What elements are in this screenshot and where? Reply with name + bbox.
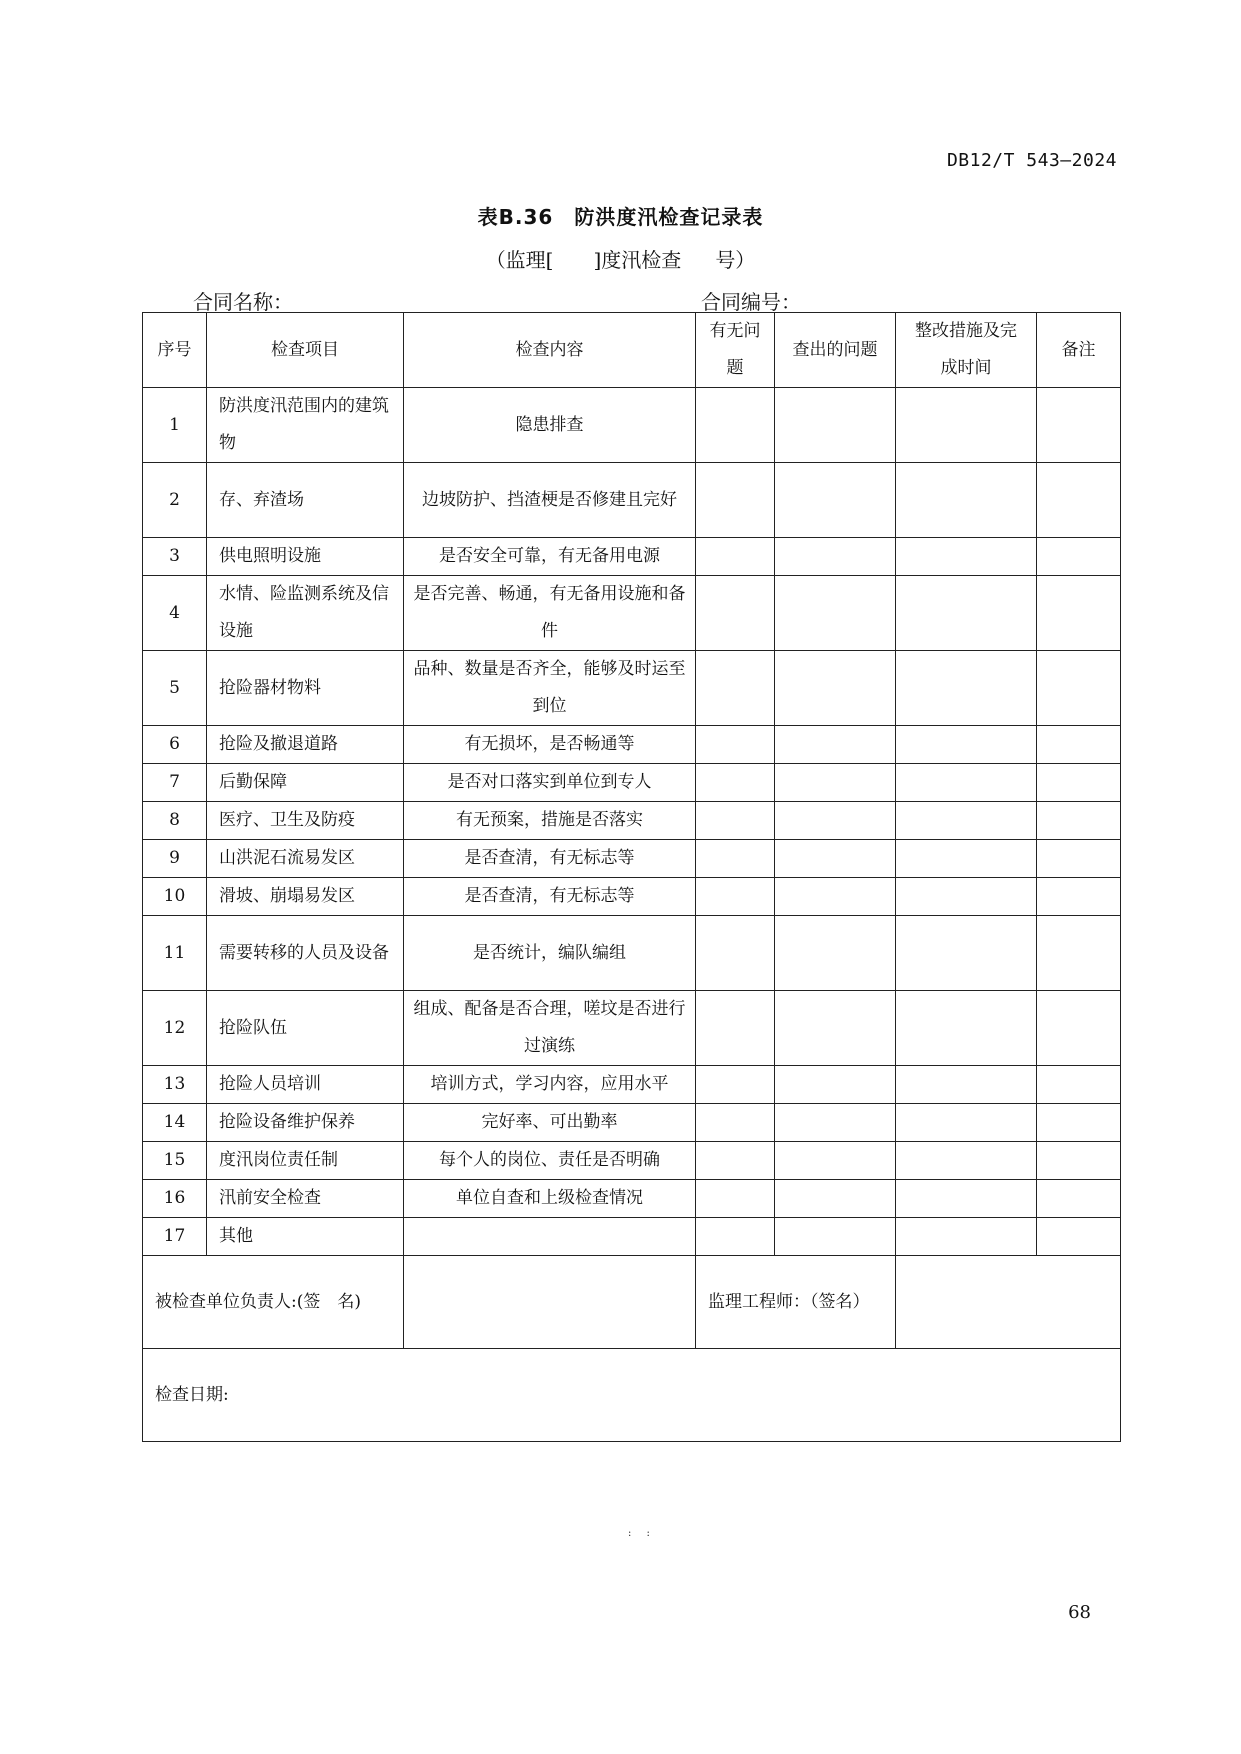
page-marks: : : xyxy=(628,1528,656,1539)
row-number: 16 xyxy=(143,1180,207,1218)
table-row xyxy=(143,463,1121,538)
table-row xyxy=(143,1142,1121,1180)
row-content: 培训方式，学习内容，应用水平 xyxy=(404,1066,696,1104)
row-content: 单位自查和上级检查情况 xyxy=(404,1180,696,1218)
table-row xyxy=(143,651,1121,726)
row-remark-cell xyxy=(1037,1066,1121,1104)
row-content: 是否安全可靠，有无备用电源 xyxy=(404,538,696,576)
row-fix-measures-cell xyxy=(896,651,1037,726)
row-fix-measures-cell xyxy=(896,840,1037,878)
row-has-issue-cell xyxy=(696,1104,775,1142)
row-has-issue-cell xyxy=(696,878,775,916)
row-found-issues-cell xyxy=(775,1066,896,1104)
table-row xyxy=(143,388,1121,463)
date-row xyxy=(143,1349,1121,1442)
row-number: 7 xyxy=(143,764,207,802)
row-found-issues-cell xyxy=(775,576,896,651)
subtitle-part-3: 号） xyxy=(715,248,756,272)
row-item: 汛前安全检查 xyxy=(207,1180,404,1218)
contract-name-label: 合同名称： xyxy=(193,290,293,314)
row-item: 医疗、卫生及防疫 xyxy=(207,802,404,840)
subtitle-part-1: （监理[ xyxy=(485,248,554,272)
row-found-issues-cell xyxy=(775,991,896,1066)
row-content xyxy=(404,1218,696,1256)
row-item: 抢险设备维护保养 xyxy=(207,1104,404,1142)
table-row xyxy=(143,916,1121,991)
row-remark-cell xyxy=(1037,576,1121,651)
row-fix-measures-cell xyxy=(896,878,1037,916)
row-remark-cell xyxy=(1037,1142,1121,1180)
row-remark-cell xyxy=(1037,802,1121,840)
inspection-table xyxy=(142,312,1121,1442)
row-number: 13 xyxy=(143,1066,207,1104)
row-remark-cell xyxy=(1037,916,1121,991)
table-row xyxy=(143,1066,1121,1104)
row-found-issues-cell xyxy=(775,726,896,764)
row-remark-cell xyxy=(1037,1104,1121,1142)
row-number: 5 xyxy=(143,651,207,726)
row-remark-cell xyxy=(1037,991,1121,1066)
row-item: 抢险队伍 xyxy=(207,991,404,1066)
check-date-label: 检查日期: xyxy=(143,1349,1121,1442)
header-has-issue-line2: 题 xyxy=(726,358,744,378)
row-found-issues-cell xyxy=(775,802,896,840)
row-content: 组成、配备是否合理，嗟坟是否进行过演练 xyxy=(404,991,696,1066)
page-number: 68 xyxy=(1068,1602,1091,1623)
row-item: 度汛岗位责任制 xyxy=(207,1142,404,1180)
row-content: 品种、数量是否齐全，能够及时运至到位 xyxy=(404,651,696,726)
row-item: 需要转移的人员及设备 xyxy=(207,916,404,991)
subtitle-part-2: ]度汛检查 xyxy=(593,248,682,272)
inspected-unit-signature-label: 被检查单位负责人:(签 名) xyxy=(143,1256,404,1349)
row-found-issues-cell xyxy=(775,764,896,802)
standard-code: DB12/T 543—2024 xyxy=(946,150,1117,171)
table-title: 表B.36 防洪度汛检查记录表 xyxy=(477,205,764,229)
table-row xyxy=(143,1218,1121,1256)
row-fix-measures-cell xyxy=(896,991,1037,1066)
row-fix-measures-cell xyxy=(896,1104,1037,1142)
row-content: 是否查清，有无标志等 xyxy=(404,878,696,916)
table-row xyxy=(143,840,1121,878)
row-item: 防洪度汛范围内的建筑物 xyxy=(207,388,404,463)
row-content: 有无预案，措施是否落实 xyxy=(404,802,696,840)
row-item: 山洪泥石流易发区 xyxy=(207,840,404,878)
row-number: 1 xyxy=(143,388,207,463)
row-has-issue-cell xyxy=(696,651,775,726)
row-fix-measures-cell xyxy=(896,1218,1037,1256)
row-found-issues-cell xyxy=(775,388,896,463)
row-item: 抢险及撤退道路 xyxy=(207,726,404,764)
row-number: 3 xyxy=(143,538,207,576)
row-fix-measures-cell xyxy=(896,1180,1037,1218)
row-found-issues-cell xyxy=(775,1218,896,1256)
row-found-issues-cell xyxy=(775,916,896,991)
row-number: 15 xyxy=(143,1142,207,1180)
row-has-issue-cell xyxy=(696,726,775,764)
row-number: 8 xyxy=(143,802,207,840)
supervisor-signature-field xyxy=(896,1256,1121,1349)
contract-number-label: 合同编号： xyxy=(701,290,801,314)
row-fix-measures-cell xyxy=(896,802,1037,840)
row-number: 14 xyxy=(143,1104,207,1142)
row-has-issue-cell xyxy=(696,538,775,576)
row-has-issue-cell xyxy=(696,840,775,878)
row-found-issues-cell xyxy=(775,1180,896,1218)
table-row xyxy=(143,1180,1121,1218)
header-item: 检查项目 xyxy=(207,313,404,388)
row-fix-measures-cell xyxy=(896,463,1037,538)
row-has-issue-cell xyxy=(696,802,775,840)
row-content: 是否对口落实到单位到专人 xyxy=(404,764,696,802)
header-remark: 备注 xyxy=(1037,313,1121,388)
row-fix-measures-cell xyxy=(896,1142,1037,1180)
header-fix-measures xyxy=(896,313,1037,388)
table-row xyxy=(143,991,1121,1066)
header-has-issue xyxy=(696,313,775,388)
row-content: 有无损坏，是否畅通等 xyxy=(404,726,696,764)
table-row xyxy=(143,764,1121,802)
row-number: 6 xyxy=(143,726,207,764)
row-content: 边坡防护、挡渣梗是否修建且完好 xyxy=(404,463,696,538)
row-number: 9 xyxy=(143,840,207,878)
row-item: 滑坡、崩塌易发区 xyxy=(207,878,404,916)
row-fix-measures-cell xyxy=(896,538,1037,576)
row-content: 是否统计，编队编组 xyxy=(404,916,696,991)
row-remark-cell xyxy=(1037,1180,1121,1218)
row-found-issues-cell xyxy=(775,840,896,878)
row-item: 后勤保障 xyxy=(207,764,404,802)
row-has-issue-cell xyxy=(696,916,775,991)
row-remark-cell xyxy=(1037,878,1121,916)
row-content: 是否完善、畅通，有无备用设施和备件 xyxy=(404,576,696,651)
row-fix-measures-cell xyxy=(896,726,1037,764)
row-has-issue-cell xyxy=(696,1142,775,1180)
table-row xyxy=(143,576,1121,651)
row-fix-measures-cell xyxy=(896,916,1037,991)
row-found-issues-cell xyxy=(775,463,896,538)
row-remark-cell xyxy=(1037,651,1121,726)
row-item: 其他 xyxy=(207,1218,404,1256)
row-content: 隐患排查 xyxy=(404,388,696,463)
row-has-issue-cell xyxy=(696,764,775,802)
header-fix-line1: 整改措施及完 xyxy=(915,321,1017,341)
row-item: 水情、险监测系统及信设施 xyxy=(207,576,404,651)
form-subtitle xyxy=(0,244,1241,273)
row-fix-measures-cell xyxy=(896,1066,1037,1104)
row-fix-measures-cell xyxy=(896,764,1037,802)
header-row xyxy=(143,313,1121,388)
header-fix-line2: 成时间 xyxy=(940,358,992,378)
row-has-issue-cell xyxy=(696,991,775,1066)
row-has-issue-cell xyxy=(696,388,775,463)
row-content: 是否查清，有无标志等 xyxy=(404,840,696,878)
inspected-unit-signature-field xyxy=(404,1256,696,1349)
signature-row xyxy=(143,1256,1121,1349)
row-number: 2 xyxy=(143,463,207,538)
row-found-issues-cell xyxy=(775,1142,896,1180)
row-has-issue-cell xyxy=(696,463,775,538)
row-item: 抢险人员培训 xyxy=(207,1066,404,1104)
row-remark-cell xyxy=(1037,388,1121,463)
row-fix-measures-cell xyxy=(896,388,1037,463)
row-found-issues-cell xyxy=(775,651,896,726)
header-content: 检查内容 xyxy=(404,313,696,388)
row-fix-measures-cell xyxy=(896,576,1037,651)
row-remark-cell xyxy=(1037,764,1121,802)
row-number: 17 xyxy=(143,1218,207,1256)
row-found-issues-cell xyxy=(775,538,896,576)
header-found-issues: 查出的问题 xyxy=(775,313,896,388)
row-content: 完好率、可出勤率 xyxy=(404,1104,696,1142)
table-row xyxy=(143,1104,1121,1142)
row-number: 10 xyxy=(143,878,207,916)
row-found-issues-cell xyxy=(775,878,896,916)
row-found-issues-cell xyxy=(775,1104,896,1142)
row-has-issue-cell xyxy=(696,1180,775,1218)
row-remark-cell xyxy=(1037,463,1121,538)
header-no: 序号 xyxy=(143,313,207,388)
table-row xyxy=(143,802,1121,840)
table-row xyxy=(143,726,1121,764)
row-remark-cell xyxy=(1037,840,1121,878)
row-remark-cell xyxy=(1037,726,1121,764)
table-row xyxy=(143,538,1121,576)
row-number: 11 xyxy=(143,916,207,991)
header-has-issue-line1: 有无问 xyxy=(709,321,761,341)
table-row xyxy=(143,878,1121,916)
row-remark-cell xyxy=(1037,538,1121,576)
row-has-issue-cell xyxy=(696,576,775,651)
row-number: 4 xyxy=(143,576,207,651)
row-remark-cell xyxy=(1037,1218,1121,1256)
row-item: 抢险器材物料 xyxy=(207,651,404,726)
row-item: 供电照明设施 xyxy=(207,538,404,576)
row-content: 每个人的岗位、责任是否明确 xyxy=(404,1142,696,1180)
row-number: 12 xyxy=(143,991,207,1066)
row-has-issue-cell xyxy=(696,1066,775,1104)
row-item: 存、弃渣场 xyxy=(207,463,404,538)
row-has-issue-cell xyxy=(696,1218,775,1256)
supervisor-signature-label: 监理工程师：（签名） xyxy=(696,1256,896,1349)
